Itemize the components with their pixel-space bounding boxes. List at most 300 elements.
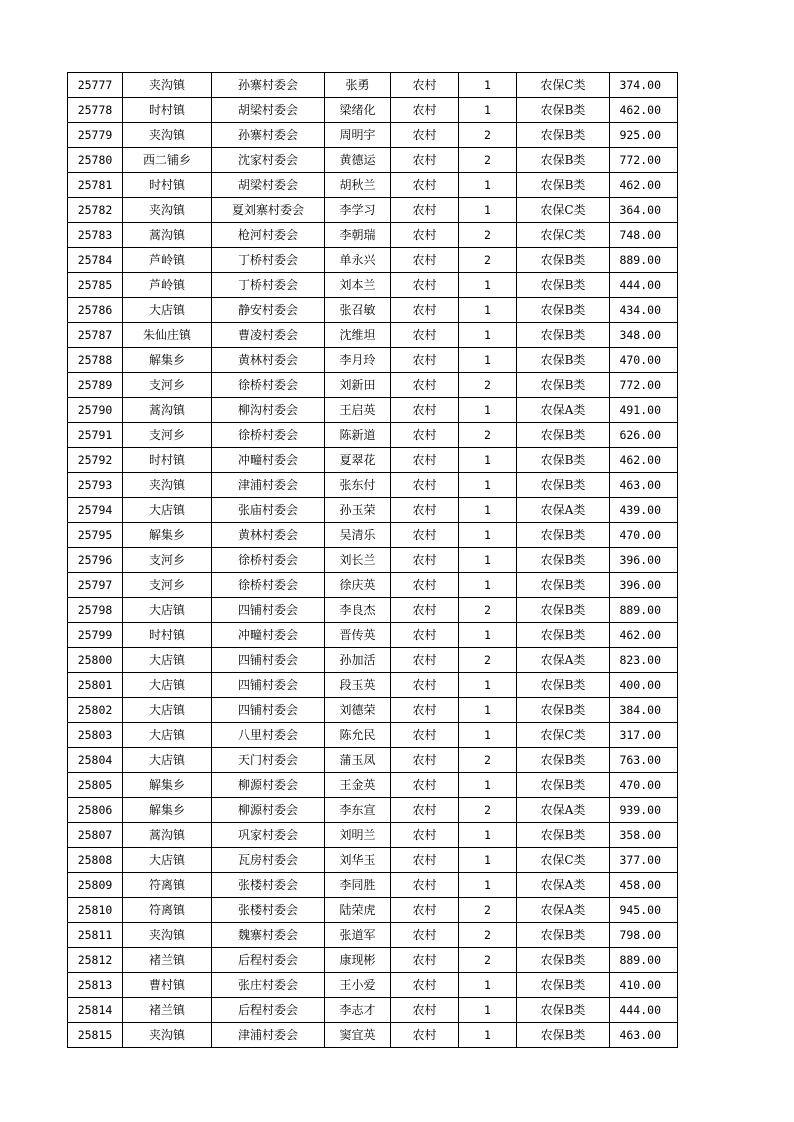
record-id-cell: 25786 bbox=[68, 298, 123, 323]
area-type-cell: 农村 bbox=[391, 698, 459, 723]
person-name-cell: 周明宇 bbox=[325, 123, 391, 148]
village-committee-cell: 黄林村委会 bbox=[212, 523, 325, 548]
town-cell: 支河乡 bbox=[123, 423, 212, 448]
table-row bbox=[68, 273, 678, 298]
table-row bbox=[68, 423, 678, 448]
table-row bbox=[68, 373, 678, 398]
person-name-cell: 王金英 bbox=[325, 773, 391, 798]
person-name-cell: 张东付 bbox=[325, 473, 391, 498]
table-row bbox=[68, 198, 678, 223]
area-type-cell: 农村 bbox=[391, 898, 459, 923]
insurance-category-cell: 农保B类 bbox=[517, 473, 610, 498]
town-cell: 大店镇 bbox=[123, 298, 212, 323]
town-cell: 支河乡 bbox=[123, 548, 212, 573]
insurance-category-cell: 农保B类 bbox=[517, 98, 610, 123]
record-id-cell: 25810 bbox=[68, 898, 123, 923]
household-count-cell: 2 bbox=[459, 923, 517, 948]
roster-table bbox=[67, 72, 678, 1048]
household-count-cell: 2 bbox=[459, 598, 517, 623]
insurance-category-cell: 农保B类 bbox=[517, 598, 610, 623]
insurance-category-cell: 农保B类 bbox=[517, 573, 610, 598]
table-row bbox=[68, 223, 678, 248]
table-row bbox=[68, 648, 678, 673]
town-cell: 大店镇 bbox=[123, 748, 212, 773]
area-type-cell: 农村 bbox=[391, 623, 459, 648]
insurance-category-cell: 农保B类 bbox=[517, 673, 610, 698]
record-id-cell: 25777 bbox=[68, 73, 123, 98]
village-committee-cell: 后程村委会 bbox=[212, 998, 325, 1023]
town-cell: 蒿沟镇 bbox=[123, 223, 212, 248]
table-row bbox=[68, 798, 678, 823]
village-committee-cell: 徐桥村委会 bbox=[212, 373, 325, 398]
table-row bbox=[68, 498, 678, 523]
table-row bbox=[68, 148, 678, 173]
household-count-cell: 1 bbox=[459, 698, 517, 723]
amount-cell: 772.00 bbox=[610, 148, 678, 173]
person-name-cell: 单永兴 bbox=[325, 248, 391, 273]
insurance-category-cell: 农保C类 bbox=[517, 723, 610, 748]
table-row bbox=[68, 398, 678, 423]
town-cell: 褚兰镇 bbox=[123, 948, 212, 973]
household-count-cell: 1 bbox=[459, 273, 517, 298]
household-count-cell: 1 bbox=[459, 298, 517, 323]
insurance-category-cell: 农保C类 bbox=[517, 73, 610, 98]
person-name-cell: 晋传英 bbox=[325, 623, 391, 648]
amount-cell: 374.00 bbox=[610, 73, 678, 98]
area-type-cell: 农村 bbox=[391, 823, 459, 848]
town-cell: 夹沟镇 bbox=[123, 1023, 212, 1048]
insurance-category-cell: 农保A类 bbox=[517, 498, 610, 523]
area-type-cell: 农村 bbox=[391, 323, 459, 348]
insurance-category-cell: 农保B类 bbox=[517, 298, 610, 323]
record-id-cell: 25778 bbox=[68, 98, 123, 123]
area-type-cell: 农村 bbox=[391, 748, 459, 773]
town-cell: 大店镇 bbox=[123, 598, 212, 623]
amount-cell: 491.00 bbox=[610, 398, 678, 423]
town-cell: 大店镇 bbox=[123, 648, 212, 673]
area-type-cell: 农村 bbox=[391, 373, 459, 398]
insurance-category-cell: 农保B类 bbox=[517, 548, 610, 573]
area-type-cell: 农村 bbox=[391, 723, 459, 748]
area-type-cell: 农村 bbox=[391, 648, 459, 673]
record-id-cell: 25802 bbox=[68, 698, 123, 723]
town-cell: 符离镇 bbox=[123, 873, 212, 898]
household-count-cell: 2 bbox=[459, 748, 517, 773]
town-cell: 大店镇 bbox=[123, 498, 212, 523]
village-committee-cell: 张庙村委会 bbox=[212, 498, 325, 523]
household-count-cell: 1 bbox=[459, 773, 517, 798]
town-cell: 时村镇 bbox=[123, 623, 212, 648]
person-name-cell: 窦宜英 bbox=[325, 1023, 391, 1048]
table-row bbox=[68, 1023, 678, 1048]
table-row bbox=[68, 623, 678, 648]
household-count-cell: 2 bbox=[459, 123, 517, 148]
amount-cell: 358.00 bbox=[610, 823, 678, 848]
town-cell: 曹村镇 bbox=[123, 973, 212, 998]
town-cell: 大店镇 bbox=[123, 848, 212, 873]
village-committee-cell: 冲疃村委会 bbox=[212, 623, 325, 648]
person-name-cell: 蒲玉凤 bbox=[325, 748, 391, 773]
table-row bbox=[68, 873, 678, 898]
amount-cell: 444.00 bbox=[610, 998, 678, 1023]
amount-cell: 945.00 bbox=[610, 898, 678, 923]
amount-cell: 462.00 bbox=[610, 623, 678, 648]
record-id-cell: 25815 bbox=[68, 1023, 123, 1048]
amount-cell: 470.00 bbox=[610, 348, 678, 373]
person-name-cell: 李朝瑞 bbox=[325, 223, 391, 248]
table-row bbox=[68, 748, 678, 773]
area-type-cell: 农村 bbox=[391, 398, 459, 423]
record-id-cell: 25789 bbox=[68, 373, 123, 398]
household-count-cell: 1 bbox=[459, 1023, 517, 1048]
household-count-cell: 2 bbox=[459, 798, 517, 823]
amount-cell: 798.00 bbox=[610, 923, 678, 948]
household-count-cell: 1 bbox=[459, 323, 517, 348]
town-cell: 解集乡 bbox=[123, 523, 212, 548]
table-row bbox=[68, 673, 678, 698]
household-count-cell: 2 bbox=[459, 148, 517, 173]
area-type-cell: 农村 bbox=[391, 548, 459, 573]
household-count-cell: 1 bbox=[459, 673, 517, 698]
table-row bbox=[68, 848, 678, 873]
amount-cell: 400.00 bbox=[610, 673, 678, 698]
area-type-cell: 农村 bbox=[391, 873, 459, 898]
amount-cell: 444.00 bbox=[610, 273, 678, 298]
record-id-cell: 25808 bbox=[68, 848, 123, 873]
amount-cell: 348.00 bbox=[610, 323, 678, 348]
area-type-cell: 农村 bbox=[391, 573, 459, 598]
person-name-cell: 刘长兰 bbox=[325, 548, 391, 573]
table-row bbox=[68, 323, 678, 348]
table-row bbox=[68, 898, 678, 923]
record-id-cell: 25783 bbox=[68, 223, 123, 248]
amount-cell: 377.00 bbox=[610, 848, 678, 873]
record-id-cell: 25800 bbox=[68, 648, 123, 673]
household-count-cell: 1 bbox=[459, 173, 517, 198]
town-cell: 夹沟镇 bbox=[123, 923, 212, 948]
town-cell: 褚兰镇 bbox=[123, 998, 212, 1023]
person-name-cell: 陆荣虎 bbox=[325, 898, 391, 923]
area-type-cell: 农村 bbox=[391, 173, 459, 198]
person-name-cell: 孙加活 bbox=[325, 648, 391, 673]
person-name-cell: 刘本兰 bbox=[325, 273, 391, 298]
amount-cell: 439.00 bbox=[610, 498, 678, 523]
village-committee-cell: 天门村委会 bbox=[212, 748, 325, 773]
record-id-cell: 25784 bbox=[68, 248, 123, 273]
table-row bbox=[68, 948, 678, 973]
area-type-cell: 农村 bbox=[391, 798, 459, 823]
town-cell: 朱仙庄镇 bbox=[123, 323, 212, 348]
record-id-cell: 25813 bbox=[68, 973, 123, 998]
table-row bbox=[68, 248, 678, 273]
area-type-cell: 农村 bbox=[391, 948, 459, 973]
person-name-cell: 李志才 bbox=[325, 998, 391, 1023]
town-cell: 解集乡 bbox=[123, 773, 212, 798]
person-name-cell: 刘明兰 bbox=[325, 823, 391, 848]
insurance-category-cell: 农保B类 bbox=[517, 773, 610, 798]
table-row bbox=[68, 773, 678, 798]
town-cell: 支河乡 bbox=[123, 573, 212, 598]
person-name-cell: 张勇 bbox=[325, 73, 391, 98]
village-committee-cell: 津浦村委会 bbox=[212, 473, 325, 498]
insurance-category-cell: 农保B类 bbox=[517, 823, 610, 848]
village-committee-cell: 四铺村委会 bbox=[212, 648, 325, 673]
person-name-cell: 沈维坦 bbox=[325, 323, 391, 348]
table-row bbox=[68, 473, 678, 498]
record-id-cell: 25814 bbox=[68, 998, 123, 1023]
town-cell: 解集乡 bbox=[123, 348, 212, 373]
village-committee-cell: 魏寨村委会 bbox=[212, 923, 325, 948]
table-row bbox=[68, 973, 678, 998]
insurance-category-cell: 农保B类 bbox=[517, 748, 610, 773]
household-count-cell: 2 bbox=[459, 898, 517, 923]
area-type-cell: 农村 bbox=[391, 498, 459, 523]
insurance-category-cell: 农保C类 bbox=[517, 848, 610, 873]
roster-body bbox=[68, 73, 678, 1048]
town-cell: 蒿沟镇 bbox=[123, 398, 212, 423]
record-id-cell: 25790 bbox=[68, 398, 123, 423]
area-type-cell: 农村 bbox=[391, 123, 459, 148]
record-id-cell: 25797 bbox=[68, 573, 123, 598]
town-cell: 时村镇 bbox=[123, 173, 212, 198]
record-id-cell: 25796 bbox=[68, 548, 123, 573]
village-committee-cell: 丁桥村委会 bbox=[212, 248, 325, 273]
village-committee-cell: 柳源村委会 bbox=[212, 773, 325, 798]
village-committee-cell: 徐桥村委会 bbox=[212, 548, 325, 573]
amount-cell: 626.00 bbox=[610, 423, 678, 448]
area-type-cell: 农村 bbox=[391, 998, 459, 1023]
area-type-cell: 农村 bbox=[391, 223, 459, 248]
village-committee-cell: 夏刘寨村委会 bbox=[212, 198, 325, 223]
insurance-category-cell: 农保B类 bbox=[517, 698, 610, 723]
record-id-cell: 25794 bbox=[68, 498, 123, 523]
area-type-cell: 农村 bbox=[391, 1023, 459, 1048]
village-committee-cell: 孙寨村委会 bbox=[212, 123, 325, 148]
insurance-category-cell: 农保B类 bbox=[517, 173, 610, 198]
insurance-category-cell: 农保B类 bbox=[517, 348, 610, 373]
record-id-cell: 25811 bbox=[68, 923, 123, 948]
area-type-cell: 农村 bbox=[391, 348, 459, 373]
person-name-cell: 吴清乐 bbox=[325, 523, 391, 548]
insurance-category-cell: 农保B类 bbox=[517, 273, 610, 298]
village-committee-cell: 胡梁村委会 bbox=[212, 173, 325, 198]
insurance-category-cell: 农保B类 bbox=[517, 123, 610, 148]
town-cell: 西二铺乡 bbox=[123, 148, 212, 173]
amount-cell: 396.00 bbox=[610, 573, 678, 598]
area-type-cell: 农村 bbox=[391, 73, 459, 98]
record-id-cell: 25809 bbox=[68, 873, 123, 898]
village-committee-cell: 枪河村委会 bbox=[212, 223, 325, 248]
person-name-cell: 陈新道 bbox=[325, 423, 391, 448]
household-count-cell: 1 bbox=[459, 823, 517, 848]
person-name-cell: 李东宣 bbox=[325, 798, 391, 823]
area-type-cell: 农村 bbox=[391, 848, 459, 873]
table-row bbox=[68, 123, 678, 148]
village-committee-cell: 瓦房村委会 bbox=[212, 848, 325, 873]
household-count-cell: 1 bbox=[459, 348, 517, 373]
person-name-cell: 张召敏 bbox=[325, 298, 391, 323]
village-committee-cell: 胡梁村委会 bbox=[212, 98, 325, 123]
person-name-cell: 张道军 bbox=[325, 923, 391, 948]
insurance-category-cell: 农保A类 bbox=[517, 898, 610, 923]
village-committee-cell: 柳沟村委会 bbox=[212, 398, 325, 423]
table-row bbox=[68, 173, 678, 198]
village-committee-cell: 静安村委会 bbox=[212, 298, 325, 323]
town-cell: 时村镇 bbox=[123, 448, 212, 473]
record-id-cell: 25792 bbox=[68, 448, 123, 473]
table-row bbox=[68, 98, 678, 123]
amount-cell: 463.00 bbox=[610, 1023, 678, 1048]
amount-cell: 889.00 bbox=[610, 598, 678, 623]
town-cell: 夹沟镇 bbox=[123, 123, 212, 148]
record-id-cell: 25780 bbox=[68, 148, 123, 173]
amount-cell: 889.00 bbox=[610, 248, 678, 273]
amount-cell: 462.00 bbox=[610, 98, 678, 123]
area-type-cell: 农村 bbox=[391, 298, 459, 323]
table-row bbox=[68, 573, 678, 598]
insurance-category-cell: 农保B类 bbox=[517, 998, 610, 1023]
town-cell: 大店镇 bbox=[123, 673, 212, 698]
table-row bbox=[68, 523, 678, 548]
record-id-cell: 25806 bbox=[68, 798, 123, 823]
insurance-category-cell: 农保B类 bbox=[517, 973, 610, 998]
amount-cell: 889.00 bbox=[610, 948, 678, 973]
village-committee-cell: 张楼村委会 bbox=[212, 898, 325, 923]
village-committee-cell: 沈家村委会 bbox=[212, 148, 325, 173]
household-count-cell: 1 bbox=[459, 973, 517, 998]
area-type-cell: 农村 bbox=[391, 523, 459, 548]
household-count-cell: 2 bbox=[459, 373, 517, 398]
household-count-cell: 1 bbox=[459, 998, 517, 1023]
household-count-cell: 2 bbox=[459, 248, 517, 273]
insurance-category-cell: 农保B类 bbox=[517, 923, 610, 948]
area-type-cell: 农村 bbox=[391, 773, 459, 798]
area-type-cell: 农村 bbox=[391, 923, 459, 948]
amount-cell: 925.00 bbox=[610, 123, 678, 148]
table-row bbox=[68, 698, 678, 723]
record-id-cell: 25801 bbox=[68, 673, 123, 698]
town-cell: 夹沟镇 bbox=[123, 198, 212, 223]
amount-cell: 772.00 bbox=[610, 373, 678, 398]
record-id-cell: 25791 bbox=[68, 423, 123, 448]
amount-cell: 384.00 bbox=[610, 698, 678, 723]
record-id-cell: 25781 bbox=[68, 173, 123, 198]
record-id-cell: 25807 bbox=[68, 823, 123, 848]
village-committee-cell: 津浦村委会 bbox=[212, 1023, 325, 1048]
amount-cell: 470.00 bbox=[610, 773, 678, 798]
village-committee-cell: 巩家村委会 bbox=[212, 823, 325, 848]
person-name-cell: 梁绪化 bbox=[325, 98, 391, 123]
insurance-category-cell: 农保B类 bbox=[517, 323, 610, 348]
person-name-cell: 李月玲 bbox=[325, 348, 391, 373]
area-type-cell: 农村 bbox=[391, 198, 459, 223]
insurance-category-cell: 农保B类 bbox=[517, 423, 610, 448]
household-count-cell: 2 bbox=[459, 948, 517, 973]
area-type-cell: 农村 bbox=[391, 598, 459, 623]
insurance-category-cell: 农保A类 bbox=[517, 648, 610, 673]
insurance-category-cell: 农保B类 bbox=[517, 1023, 610, 1048]
table-row bbox=[68, 598, 678, 623]
person-name-cell: 胡秋兰 bbox=[325, 173, 391, 198]
town-cell: 时村镇 bbox=[123, 98, 212, 123]
household-count-cell: 1 bbox=[459, 198, 517, 223]
village-committee-cell: 四铺村委会 bbox=[212, 698, 325, 723]
table-row bbox=[68, 923, 678, 948]
village-committee-cell: 张庄村委会 bbox=[212, 973, 325, 998]
table-row bbox=[68, 823, 678, 848]
amount-cell: 463.00 bbox=[610, 473, 678, 498]
record-id-cell: 25785 bbox=[68, 273, 123, 298]
household-count-cell: 1 bbox=[459, 448, 517, 473]
town-cell: 解集乡 bbox=[123, 798, 212, 823]
village-committee-cell: 孙寨村委会 bbox=[212, 73, 325, 98]
village-committee-cell: 张楼村委会 bbox=[212, 873, 325, 898]
town-cell: 芦岭镇 bbox=[123, 248, 212, 273]
person-name-cell: 李同胜 bbox=[325, 873, 391, 898]
household-count-cell: 1 bbox=[459, 398, 517, 423]
household-count-cell: 1 bbox=[459, 623, 517, 648]
record-id-cell: 25793 bbox=[68, 473, 123, 498]
record-id-cell: 25805 bbox=[68, 773, 123, 798]
amount-cell: 462.00 bbox=[610, 173, 678, 198]
household-count-cell: 1 bbox=[459, 848, 517, 873]
town-cell: 符离镇 bbox=[123, 898, 212, 923]
table-row bbox=[68, 723, 678, 748]
insurance-category-cell: 农保B类 bbox=[517, 148, 610, 173]
village-committee-cell: 丁桥村委会 bbox=[212, 273, 325, 298]
person-name-cell: 刘华玉 bbox=[325, 848, 391, 873]
area-type-cell: 农村 bbox=[391, 273, 459, 298]
amount-cell: 410.00 bbox=[610, 973, 678, 998]
person-name-cell: 孙玉荣 bbox=[325, 498, 391, 523]
village-committee-cell: 后程村委会 bbox=[212, 948, 325, 973]
area-type-cell: 农村 bbox=[391, 673, 459, 698]
record-id-cell: 25782 bbox=[68, 198, 123, 223]
table-row bbox=[68, 998, 678, 1023]
insurance-category-cell: 农保C类 bbox=[517, 198, 610, 223]
household-count-cell: 1 bbox=[459, 723, 517, 748]
person-name-cell: 康现彬 bbox=[325, 948, 391, 973]
table-row bbox=[68, 73, 678, 98]
person-name-cell: 夏翠花 bbox=[325, 448, 391, 473]
record-id-cell: 25803 bbox=[68, 723, 123, 748]
area-type-cell: 农村 bbox=[391, 448, 459, 473]
amount-cell: 434.00 bbox=[610, 298, 678, 323]
person-name-cell: 王启英 bbox=[325, 398, 391, 423]
village-committee-cell: 柳源村委会 bbox=[212, 798, 325, 823]
record-id-cell: 25798 bbox=[68, 598, 123, 623]
town-cell: 夹沟镇 bbox=[123, 473, 212, 498]
household-count-cell: 1 bbox=[459, 523, 517, 548]
area-type-cell: 农村 bbox=[391, 473, 459, 498]
town-cell: 蒿沟镇 bbox=[123, 823, 212, 848]
amount-cell: 823.00 bbox=[610, 648, 678, 673]
insurance-category-cell: 农保A类 bbox=[517, 873, 610, 898]
household-count-cell: 1 bbox=[459, 873, 517, 898]
village-committee-cell: 四铺村委会 bbox=[212, 673, 325, 698]
household-count-cell: 1 bbox=[459, 573, 517, 598]
household-count-cell: 1 bbox=[459, 73, 517, 98]
record-id-cell: 25804 bbox=[68, 748, 123, 773]
amount-cell: 317.00 bbox=[610, 723, 678, 748]
amount-cell: 470.00 bbox=[610, 523, 678, 548]
amount-cell: 458.00 bbox=[610, 873, 678, 898]
person-name-cell: 王小爱 bbox=[325, 973, 391, 998]
record-id-cell: 25795 bbox=[68, 523, 123, 548]
insurance-category-cell: 农保B类 bbox=[517, 248, 610, 273]
insurance-category-cell: 农保B类 bbox=[517, 373, 610, 398]
village-committee-cell: 徐桥村委会 bbox=[212, 423, 325, 448]
